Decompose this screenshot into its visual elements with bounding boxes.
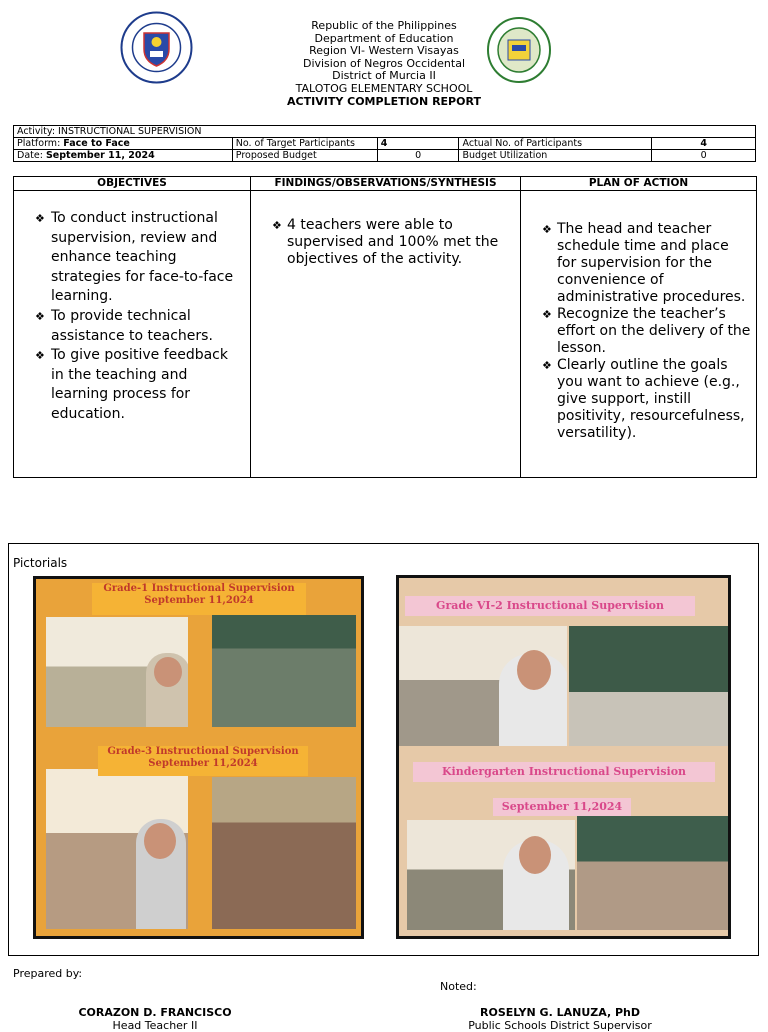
findings-header: FINDINGS/OBSERVATIONS/SYNTHESIS [251,177,521,191]
platform-cell: Platform: Face to Face [14,138,233,150]
activity-info-table [13,125,756,162]
noter-title: Public Schools District Supervisor [468,1019,652,1032]
header-line-region: Region VI- Western Visayas [309,44,459,58]
preparer-title: Head Teacher II [112,1019,198,1032]
preparer-name: CORAZON D. FRANCISCO [78,1006,232,1019]
classroom-photo [407,820,575,930]
photo-banner: Grade VI-2 Instructional Supervision [405,596,695,616]
finding-item: ❖ 4 teachers were able to supervised and 100% met the objectives of the activity. [287,217,512,268]
classroom-photo [46,617,188,727]
date-cell: Date: September 11, 2024 [14,150,233,162]
noted-label: Noted: [440,980,477,993]
activity-cell: Activity: INSTRUCTIONAL SUPERVISION [14,126,756,138]
budget-label-cell: Proposed Budget [232,150,377,162]
report-title: ACTIVITY COMPLETION REPORT [287,94,481,108]
header-line-deped: Department of Education [314,31,454,45]
budget-value-cell: 0 [377,150,459,162]
classroom-photo [577,816,729,930]
photo-banner: Grade-3 Instructional Supervision September 11,2024 [98,746,308,776]
classroom-photo [212,615,356,727]
utilization-value-cell: 0 [652,150,756,162]
photo-banner: September 11,2024 [493,798,631,816]
plan-item: ❖ The head and teacher schedule time and place for supervision for the convenience of administrative procedures. [557,221,752,306]
header-line-division: Division of Negros Occidental [302,56,466,70]
noter-name: ROSELYN G. LANUZA, PhD [480,1006,640,1019]
header-line-school: TALOTOG ELEMENTARY SCHOOL [295,81,473,95]
objectives-header: OBJECTIVES [14,177,251,191]
plan-cell [521,191,757,478]
letterhead [0,20,768,108]
header-line-district: District of Murcia II [332,69,436,83]
plan-item: ❖ Clearly outline the goals you want to achieve (e.g., give support, instill positivity, resourcefulness, versatility). [557,357,752,442]
target-label-cell: No. of Target Participants [232,138,377,150]
utilization-label-cell: Budget Utilization [459,150,652,162]
objective-item: ❖ To provide technical assistance to teachers. [51,307,244,346]
classroom-photo [46,769,188,929]
classroom-photo [399,626,567,746]
actual-value-cell: 4 [652,138,756,150]
objective-item: ❖ To give positive feedback in the teaching and learning process for education. [51,346,244,424]
photo-collage-grade1-grade3 [33,576,364,939]
plan-header: PLAN OF ACTION [521,177,757,191]
findings-cell [251,191,521,478]
classroom-photo [212,777,356,929]
header-line-republic: Republic of the Philippines [311,19,457,32]
prepared-by-label: Prepared by: [13,967,83,980]
target-value-cell: 4 [377,138,459,150]
objectives-cell [14,191,251,478]
plan-item: ❖ Recognize the teacher’s effort on the delivery of the lesson. [557,306,752,357]
photo-collage-grade6-kinder [396,575,731,939]
objective-item: ❖ To conduct instructional supervision, review and enhance teaching strategies for face-to-face learning. [51,209,244,307]
actual-label-cell: Actual No. of Participants [459,138,652,150]
photo-banner: Grade-1 Instructional Supervision September 11,2024 [92,583,306,615]
pictorials-label: Pictorials [13,556,68,570]
objectives-table [13,176,757,478]
classroom-photo [569,626,731,746]
photo-banner: Kindergarten Instructional Supervision [413,762,715,782]
